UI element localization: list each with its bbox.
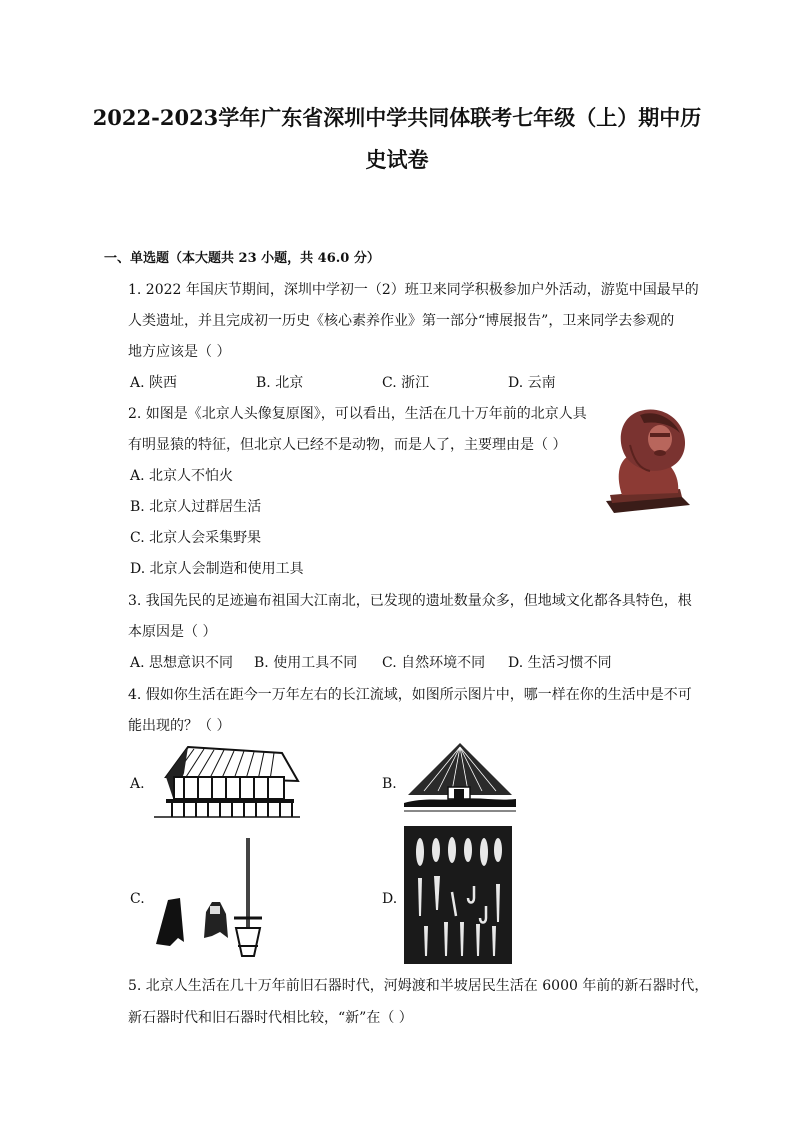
q3-option-b[interactable]: B. 使用工具不同	[254, 655, 358, 671]
bone-tools-board-image	[404, 826, 512, 964]
q2-option-c[interactable]: C. 北京人会采集野果	[130, 530, 262, 546]
q4-option-c[interactable]: C.	[130, 891, 145, 907]
q2-option-a[interactable]: A. 北京人不怕火	[130, 468, 234, 484]
q1-line-2: 人类遗址，并且完成初一历史《核心素养作业》第一部分“博展报告”，卫来同学去参观的	[128, 313, 675, 329]
q4-option-b[interactable]: B.	[382, 776, 397, 792]
q5-line-2: 新石器时代和旧石器时代相比较，“新”在（ ）	[128, 1010, 413, 1026]
q2-line-2: 有明显猿的特征，但北京人已经不是动物，而是人了，主要理由是（ ）	[128, 437, 567, 453]
q4-option-a[interactable]: A.	[130, 776, 145, 792]
q1-line-3: 地方应该是（ ）	[128, 344, 231, 360]
stilt-house-image	[154, 743, 300, 819]
exam-title-line-1: 2022-2023学年广东省深圳中学共同体联考七年级（上）期中历	[92, 105, 702, 130]
bone-plough-tools-image	[150, 836, 266, 960]
q4-option-d[interactable]: D.	[382, 891, 398, 907]
q1-option-d[interactable]: D. 云南	[508, 375, 556, 391]
q1-line-1: 1. 2022 年国庆节期间，深圳中学初一（2）班卫来同学积极参加户外活动，游览中国最早的	[128, 282, 699, 298]
exam-title-line-2: 史试卷	[365, 147, 429, 172]
q1-option-c[interactable]: C. 浙江	[382, 375, 430, 391]
q4-line-2: 能出现的？（ ）	[128, 718, 231, 734]
q2-line-1: 2. 如图是《北京人头像复原图》，可以看出，生活在几十万年前的北京人具	[128, 406, 587, 422]
q1-option-b[interactable]: B. 北京	[256, 375, 304, 391]
q3-option-d[interactable]: D. 生活习惯不同	[508, 655, 612, 671]
q1-option-a[interactable]: A. 陕西	[130, 375, 178, 391]
q2-option-d[interactable]: D. 北京人会制造和使用工具	[130, 561, 304, 577]
q3-option-c[interactable]: C. 自然环境不同	[382, 655, 486, 671]
q3-line-2: 本原因是（ ）	[128, 624, 217, 640]
q3-line-1: 3. 我国先民的足迹遍布祖国大江南北，已发现的遗址数量众多，但地域文化都各具特色，根	[128, 593, 692, 609]
q4-line-1: 4. 假如你生活在距今一万年左右的长江流域，如图所示图片中，哪一样在你的生活中是不可	[128, 687, 692, 703]
q5-line-1: 5. 北京人生活在几十万年前旧石器时代，河姆渡和半坡居民生活在 6000 年前的新石器时代，	[128, 978, 709, 994]
peking-man-bust-image	[600, 405, 694, 517]
q2-option-b[interactable]: B. 北京人过群居生活	[130, 499, 262, 515]
q3-option-a[interactable]: A. 思想意识不同	[130, 655, 234, 671]
semi-underground-hut-image	[404, 743, 516, 815]
section-heading: 一、单选题（本大题共 23 小题，共 46.0 分）	[104, 251, 380, 266]
